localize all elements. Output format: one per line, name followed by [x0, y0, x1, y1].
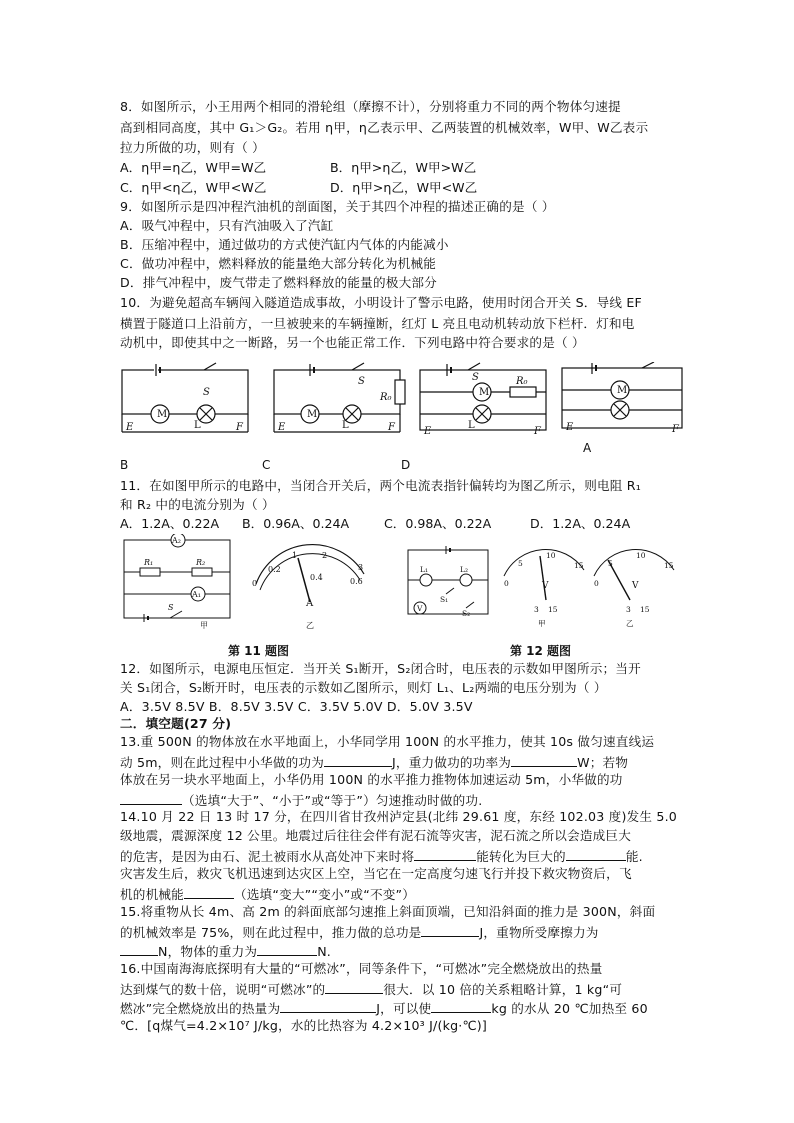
q11-switch-label: S: [168, 603, 174, 612]
q16-blank-2[interactable]: [280, 998, 376, 1013]
q16-line4: ℃．[q煤气=4.2×10⁷ J/kg，水的比热容为 4.2×10³ J/(kg·℃)]: [120, 1018, 488, 1033]
q10-d-f-label: F: [534, 426, 541, 437]
q13-line3: 体放在另一块水平地面上，小华仍用 100N 的水平推力推物体加速运动 5m，小华做的功: [120, 772, 623, 787]
q9-option-c: C．做功冲程中，燃料释放的能量绝大部分转化为机械能: [120, 256, 437, 271]
q10-line3: 动机中，即使其中之一断路，另一个也能正常工作．下列电路中符合要求的是（ ）: [120, 335, 585, 350]
q12-figure: [400, 546, 680, 632]
q11-tick-06: 0.6: [350, 577, 363, 586]
q10-b-lamp-label: L: [194, 420, 201, 431]
q12-caption: 第 12 题图: [510, 644, 572, 658]
q10-b-motor-label: M: [157, 409, 168, 420]
q15-l2a: 的机械效率是 75%，则在此过程中，推力做的总功是: [120, 925, 422, 940]
q9-option-d: D．排气冲程中，废气带走了燃料释放的能量的极大部分: [120, 275, 437, 290]
q10-label-d: D: [401, 458, 411, 472]
q16-l3b: J，可以使: [376, 1001, 432, 1016]
q12-options: A．3.5V 8.5V B．8.5V 3.5V C．3.5V 5.0V D．5.0V 3.5V: [120, 699, 473, 714]
q8-line3: 拉力所做的功，则有（ ）: [120, 140, 265, 155]
q13-blank-3[interactable]: [120, 790, 182, 805]
q11-a1-label: A₁: [192, 590, 201, 599]
q10-c-lamp-label: L: [342, 420, 349, 431]
q14-l5a: 机的机械能: [120, 887, 184, 902]
q12-scale2-15: 15: [664, 561, 674, 570]
q9-stem: 9．如图所示是四冲程汽油机的剖面图，关于其四个冲程的描述正确的是（ ）: [120, 199, 555, 214]
q14-line5: [120, 884, 680, 904]
q9-option-b: B．压缩冲程中，通过做功的方式使汽缸内气体的内能减小: [120, 237, 449, 252]
q13-blank-1[interactable]: [324, 752, 392, 767]
q14-line4: 灾害发生后，救灾飞机迅速到达灾区上空，当它在一定高度匀速飞行并投下救灾物资后，飞: [120, 866, 632, 881]
q8-option-a: A．η甲=η乙，W甲=W乙: [120, 160, 267, 175]
q10-label-c: C: [262, 458, 271, 472]
q14-l3c: 能.: [625, 849, 643, 864]
q10-d-r0-label: R₀: [516, 376, 528, 387]
q14-blank-2[interactable]: [566, 846, 626, 861]
q11-jia-label: 甲: [200, 621, 208, 630]
section2-title: 二．填空题(27 分): [120, 716, 232, 731]
q10-c-r0-label: R₀: [380, 392, 392, 403]
q12-jia-label: 甲: [538, 619, 546, 628]
q16-l2a: 达到煤气的数十倍，说明“可燃冰”的: [120, 982, 326, 997]
q11-yi-label: 乙: [306, 621, 314, 630]
q13-line1: 13.重 500N 的物体放在水平地面上，小华同学用 100N 的水平推力，使其 10s 做匀速直线运: [120, 734, 655, 749]
q11-line2: 和 R₂ 中的电流分别为（ ）: [120, 497, 275, 512]
q12-scale-15: 15: [574, 561, 584, 570]
q10-circuit-b-frame: [122, 370, 248, 414]
q10-c-f-label: F: [388, 422, 395, 433]
q16-l3c: kg 的水从 20 ℃加热至 60: [491, 1001, 648, 1016]
q13-blank-2[interactable]: [511, 752, 577, 767]
q12-term-3: 3: [534, 605, 539, 614]
q11-tick-02: 0.2: [268, 565, 281, 574]
q8-line2: 高到相同高度，其中 G₁＞G₂。若用 η甲，η乙表示甲、乙两装置的机械效率，W甲、W乙表示: [120, 120, 649, 135]
q16-blank-3[interactable]: [431, 998, 491, 1013]
q8-option-d: D．η甲>η乙，W甲<W乙: [330, 180, 478, 195]
q15-l3b: N.: [317, 944, 332, 959]
q11-caption: 第 11 题图: [228, 644, 290, 658]
q15-line1: 15.将重物从长 4m、高 2m 的斜面底部匀速推上斜面顶端，已知沿斜面的推力是 300N，斜面: [120, 904, 656, 919]
q11-a2-label: A₂: [172, 536, 181, 545]
q10-c-motor-label: M: [307, 409, 318, 420]
q12-scale2-0: 0: [594, 579, 599, 588]
q12-term-15: 15: [548, 605, 558, 614]
q12-meter2-v-label: V: [632, 581, 639, 591]
q16-blank-1[interactable]: [325, 979, 383, 994]
q10-c-switch-label: S: [358, 376, 365, 387]
q15-l3a: N，物体的重力为: [158, 944, 258, 959]
q11-tick-2: 2: [322, 551, 328, 560]
q10-d-motor-label: M: [479, 387, 490, 398]
q11-tick-3: 3: [358, 563, 364, 572]
q14-l3a: 的危害，是因为由石、泥土被雨水从高处冲下来时将: [120, 849, 415, 864]
q15-blank-1[interactable]: [421, 922, 479, 937]
q12-term2-15: 15: [640, 605, 650, 614]
q12-line2: 关 S₁闭合，S₂断开时，电压表的示数如乙图所示，则灯 L₁、L₂两端的电压分别为（ ）: [120, 680, 607, 695]
q15-line2: [120, 922, 680, 942]
q12-scale2-10: 10: [636, 551, 646, 560]
q11-meter-unit: A: [306, 598, 314, 609]
q8-option-b: B．η甲>η乙，W甲>W乙: [330, 160, 477, 175]
q12-s1-label: S₁: [440, 595, 449, 604]
q15-blank-2[interactable]: [120, 941, 158, 956]
q12-l2-label: L₂: [460, 565, 468, 574]
q14-l3b: 能转化为巨大的: [476, 849, 566, 864]
q11-figure: [118, 534, 388, 634]
q13-line2: [120, 752, 680, 772]
q13-l2c: W；若物: [577, 755, 629, 770]
q9-option-a: A．吸气冲程中，只有汽油吸入了汽缸: [120, 218, 334, 233]
q11-option-a: A．1.2A、0.22A: [120, 516, 220, 531]
q12-scale2-5: 5: [608, 559, 613, 568]
q10-d-e-label: E: [424, 426, 432, 437]
q10-label-a: A: [583, 441, 592, 455]
q10-c-e-label: E: [278, 422, 286, 433]
q15-blank-3[interactable]: [257, 941, 317, 956]
q14-blank-1[interactable]: [414, 846, 476, 861]
q15-l2b: J，重物所受摩擦力为: [479, 925, 599, 940]
q10-b-f-label: F: [236, 422, 243, 433]
q13-line4: [120, 790, 680, 810]
q11-r2-label: R₂: [196, 558, 206, 567]
q12-line1: 12．如图所示，电源电压恒定．当开关 S₁断开，S₂闭合时，电压表的示数如甲图所示；当开: [120, 661, 641, 676]
q11-tick-0: 0: [252, 579, 258, 588]
q16-line2: [120, 979, 680, 999]
q12-meter-v-label: V: [542, 581, 549, 591]
q10-a-e-label: E: [566, 422, 574, 433]
q10-a-motor-label: M: [617, 385, 628, 396]
q14-l5b: （选填“变大”“变小”或“不变”）: [233, 887, 416, 902]
q16-l3a: 燃冰”完全燃烧放出的热量为: [120, 1001, 281, 1016]
q11-line1: 11．在如图甲所示的电路中，当闭合开关后，两个电流表指针偏转均为图乙所示，则电阻 R₁: [120, 478, 641, 493]
q16-line3: [120, 998, 680, 1018]
q14-line2: 级地震，震源深度 12 公里。地震过后往往会伴有泥石流等灾害，泥石流之所以会造成巨大: [120, 828, 631, 843]
q13-l2b: J，重力做功的功率为: [392, 755, 512, 770]
q10-line2: 横置于隧道口上沿前方，一旦被驶来的车辆撞断，红灯 L 亮且电动机转动放下栏杆．灯和电: [120, 316, 635, 331]
q13-l4: （选填“大于”、“小于”或“等于”）匀速推动时做的功.: [182, 793, 483, 808]
q10-d-lamp-label: L: [468, 420, 475, 431]
q10-b-switch-label: S: [203, 387, 210, 398]
q12-yi-label: 乙: [626, 619, 634, 628]
q8-line1: 8．如图所示，小王用两个相同的滑轮组（摩擦不计），分别将重力不同的两个物体匀速提: [120, 99, 621, 114]
q10-b-e-label: E: [126, 422, 134, 433]
q12-l1-label: L₁: [420, 565, 428, 574]
q11-option-b: B．0.96A、0.24A: [242, 516, 350, 531]
q16-line1: 16.中国南海海底探明有大量的“可燃冰”，同等条件下，“可燃冰”完全燃烧放出的热量: [120, 961, 603, 976]
q14-line3: [120, 846, 680, 866]
q12-v-label: V: [417, 604, 423, 613]
q12-s2-label: S₂: [462, 609, 471, 618]
q12-scale-10: 10: [546, 551, 556, 560]
q11-tick-1: 1: [292, 551, 298, 560]
q16-l2b: 很大．以 10 倍的关系粗略计算，1 kg“可: [383, 982, 623, 997]
q10-label-b: B: [120, 458, 129, 472]
q11-option-d: D．1.2A、0.24A: [530, 516, 631, 531]
q12-term2-3: 3: [626, 605, 631, 614]
q11-r1-label: R₁: [144, 558, 154, 567]
q13-l2a: 动 5m，则在此过程中小华做的功为: [120, 755, 324, 770]
q10-d-switch-label: S: [472, 372, 479, 383]
q8-option-c: C．η甲<η乙，W甲<W乙: [120, 180, 267, 195]
q15-line3: [120, 941, 680, 961]
q11-option-c: C．0.98A、0.22A: [384, 516, 492, 531]
q11-tick-04: 0.4: [310, 573, 323, 582]
q10-line1: 10．为避免超高车辆闯入隧道造成事故，小明设计了警示电路，使用时闭合开关 S．导线 EF: [120, 295, 642, 310]
q12-scale-0: 0: [504, 579, 509, 588]
q10-a-f-label: F: [672, 424, 679, 435]
q14-line1: 14.10 月 22 日 13 时 17 分，在四川省甘孜州泸定县(北纬 29.61 度，东经 102.03 度)发生 5.0: [120, 809, 677, 824]
q14-blank-3[interactable]: [184, 884, 234, 899]
q10-circuit-figures: [112, 362, 692, 442]
q12-scale-5: 5: [518, 559, 523, 568]
